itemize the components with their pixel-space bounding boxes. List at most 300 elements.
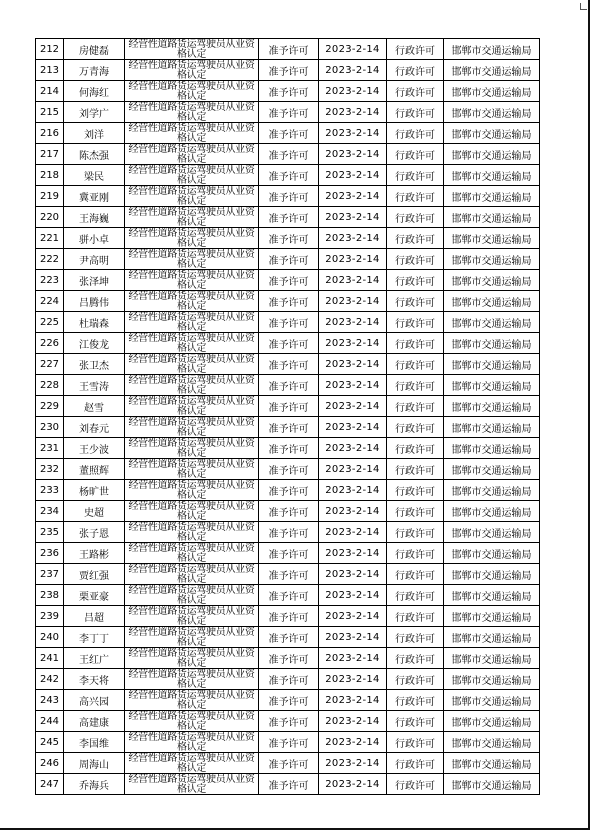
decision-result-cell (259, 459, 319, 480)
permit-type: 行政许可 (395, 402, 435, 414)
permit-project-cell (125, 564, 259, 585)
decision-result: 准予许可 (268, 108, 309, 120)
permit-type-cell (387, 60, 444, 81)
permit-project: 经营性道路货运驾驶员从业资格认定 (128, 39, 255, 59)
decision-date-cell (319, 207, 387, 228)
issuing-authority-cell (444, 81, 540, 102)
decision-result-cell (259, 333, 319, 354)
decision-result-cell (259, 732, 319, 753)
issuing-authority: 邯郸市交通运输局 (451, 738, 532, 750)
permit-type: 行政许可 (395, 87, 435, 99)
decision-date: 2023-2-14 (325, 589, 380, 601)
row-number-cell (36, 333, 64, 354)
decision-result-cell (259, 543, 319, 564)
permit-project-cell (125, 312, 259, 333)
decision-date: 2023-2-14 (325, 127, 380, 139)
person-name-cell (64, 249, 125, 270)
decision-date: 2023-2-14 (325, 694, 380, 706)
decision-date: 2023-2-14 (325, 400, 380, 412)
permit-project: 经营性道路货运驾驶员从业资格认定 (128, 81, 255, 101)
permit-project: 经营性道路货运驾驶员从业资格认定 (128, 543, 255, 563)
person-name: 高建康 (79, 717, 109, 729)
table-row (36, 417, 540, 438)
row-number: 216 (39, 127, 60, 139)
issuing-authority-cell (444, 438, 540, 459)
decision-result-cell (259, 501, 319, 522)
decision-date-cell (319, 312, 387, 333)
table-row (36, 81, 540, 102)
person-name: 李国维 (79, 738, 109, 750)
permit-project: 经营性道路货运驾驶员从业资格认定 (128, 417, 255, 437)
permit-type: 行政许可 (395, 570, 435, 582)
person-name-cell (64, 186, 125, 207)
table-row (36, 606, 540, 627)
permit-type: 行政许可 (395, 171, 435, 183)
row-number: 220 (39, 211, 60, 223)
decision-result-cell (259, 312, 319, 333)
row-number: 235 (39, 526, 60, 538)
issuing-authority-cell (444, 123, 540, 144)
decision-date-cell (319, 543, 387, 564)
permit-type-cell (387, 543, 444, 564)
issuing-authority: 邯郸市交通运输局 (451, 507, 532, 519)
permit-type: 行政许可 (395, 297, 435, 309)
decision-date: 2023-2-14 (325, 757, 380, 769)
decision-date-cell (319, 144, 387, 165)
row-number-cell (36, 627, 64, 648)
permit-project: 经营性道路货运驾驶员从业资格认定 (128, 312, 255, 332)
decision-date-cell (319, 501, 387, 522)
row-number: 244 (39, 715, 60, 727)
permit-type-cell (387, 774, 444, 795)
decision-result: 准予许可 (268, 423, 309, 435)
row-number-cell (36, 375, 64, 396)
issuing-authority: 邯郸市交通运输局 (451, 108, 532, 120)
decision-result: 准予许可 (268, 150, 309, 162)
row-number-cell (36, 669, 64, 690)
permit-type-cell (387, 312, 444, 333)
decision-date-cell (319, 39, 387, 60)
issuing-authority: 邯郸市交通运输局 (451, 717, 532, 729)
row-number-cell (36, 711, 64, 732)
decision-date-cell (319, 774, 387, 795)
decision-result: 准予许可 (268, 528, 309, 540)
permit-type: 行政许可 (395, 213, 435, 225)
decision-date: 2023-2-14 (325, 379, 380, 391)
person-name: 刘春元 (79, 423, 109, 435)
decision-date-cell (319, 606, 387, 627)
row-number: 218 (39, 169, 60, 181)
permit-project-cell (125, 543, 259, 564)
decision-result-cell (259, 564, 319, 585)
row-number-cell (36, 312, 64, 333)
person-name: 贾红强 (79, 570, 109, 582)
row-number: 225 (39, 316, 60, 328)
decision-date-cell (319, 711, 387, 732)
person-name: 王红广 (79, 654, 109, 666)
decision-date-cell (319, 669, 387, 690)
issuing-authority: 邯郸市交通运输局 (451, 465, 532, 477)
row-number: 212 (39, 43, 60, 55)
row-number-cell (36, 753, 64, 774)
permit-project-cell (125, 123, 259, 144)
decision-date-cell (319, 459, 387, 480)
decision-result: 准予许可 (268, 45, 309, 57)
person-name-cell (64, 207, 125, 228)
permit-type-cell (387, 102, 444, 123)
issuing-authority: 邯郸市交通运输局 (451, 612, 532, 624)
permit-type: 行政许可 (395, 591, 435, 603)
decision-date-cell (319, 480, 387, 501)
decision-date: 2023-2-14 (325, 232, 380, 244)
row-number-cell (36, 102, 64, 123)
person-name: 史超 (84, 507, 104, 519)
issuing-authority: 邯郸市交通运输局 (451, 297, 532, 309)
permit-type: 行政许可 (395, 192, 435, 204)
decision-result: 准予许可 (268, 696, 309, 708)
permit-project-cell (125, 354, 259, 375)
person-name-cell (64, 396, 125, 417)
issuing-authority: 邯郸市交通运输局 (451, 318, 532, 330)
decision-result: 准予许可 (268, 549, 309, 561)
permit-type-cell (387, 39, 444, 60)
issuing-authority-cell (444, 60, 540, 81)
row-number-cell (36, 291, 64, 312)
row-number: 226 (39, 337, 60, 349)
issuing-authority-cell (444, 207, 540, 228)
person-name-cell (64, 39, 125, 60)
permit-project-cell (125, 165, 259, 186)
permit-type: 行政许可 (395, 150, 435, 162)
permit-type: 行政许可 (395, 528, 435, 540)
decision-date: 2023-2-14 (325, 106, 380, 118)
permit-type-cell (387, 207, 444, 228)
permit-project-cell (125, 249, 259, 270)
decision-result: 准予许可 (268, 276, 309, 288)
issuing-authority-cell (444, 270, 540, 291)
row-number: 213 (39, 64, 60, 76)
permit-project: 经营性道路货运驾驶员从业资格认定 (128, 291, 255, 311)
row-number-cell (36, 438, 64, 459)
issuing-authority: 邯郸市交通运输局 (451, 528, 532, 540)
issuing-authority: 邯郸市交通运输局 (451, 360, 532, 372)
permit-type: 行政许可 (395, 465, 435, 477)
permit-project: 经营性道路货运驾驶员从业资格认定 (128, 249, 255, 269)
permit-project: 经营性道路货运驾驶员从业资格认定 (128, 396, 255, 416)
decision-date: 2023-2-14 (325, 337, 380, 349)
row-number: 232 (39, 463, 60, 475)
permit-type-cell (387, 459, 444, 480)
table-row (36, 270, 540, 291)
permit-project: 经营性道路货运驾驶员从业资格认定 (128, 480, 255, 500)
decision-date: 2023-2-14 (325, 442, 380, 454)
table-row (36, 396, 540, 417)
decision-date-cell (319, 123, 387, 144)
permit-type: 行政许可 (395, 45, 435, 57)
decision-result-cell (259, 585, 319, 606)
permit-project-cell (125, 291, 259, 312)
permit-type: 行政许可 (395, 129, 435, 141)
person-name-cell (64, 144, 125, 165)
decision-result-cell (259, 228, 319, 249)
decision-result-cell (259, 186, 319, 207)
row-number: 230 (39, 421, 60, 433)
issuing-authority-cell (444, 39, 540, 60)
table-row (36, 249, 540, 270)
permit-type: 行政许可 (395, 780, 435, 792)
row-number-cell (36, 60, 64, 81)
issuing-authority: 邯郸市交通运输局 (451, 45, 532, 57)
table-row (36, 123, 540, 144)
permit-project: 经营性道路货运驾驶员从业资格认定 (128, 690, 255, 710)
permit-project: 经营性道路货运驾驶员从业资格认定 (128, 60, 255, 80)
decision-date: 2023-2-14 (325, 631, 380, 643)
table-row (36, 753, 540, 774)
decision-result: 准予许可 (268, 612, 309, 624)
permit-project-cell (125, 711, 259, 732)
decision-date-cell (319, 81, 387, 102)
person-name-cell (64, 459, 125, 480)
permit-project: 经营性道路货运驾驶员从业资格认定 (128, 165, 255, 185)
decision-date: 2023-2-14 (325, 211, 380, 223)
person-name-cell (64, 501, 125, 522)
permit-project: 经营性道路货运驾驶员从业资格认定 (128, 375, 255, 395)
row-number-cell (36, 270, 64, 291)
issuing-authority-cell (444, 333, 540, 354)
person-name: 张子恩 (79, 528, 109, 540)
person-name: 吕超 (84, 612, 104, 624)
row-number-cell (36, 480, 64, 501)
decision-result: 准予许可 (268, 675, 309, 687)
permit-project: 经营性道路货运驾驶员从业资格认定 (128, 354, 255, 374)
issuing-authority: 邯郸市交通运输局 (451, 633, 532, 645)
person-name: 高兴园 (79, 696, 109, 708)
permit-type-cell (387, 291, 444, 312)
issuing-authority-cell (444, 585, 540, 606)
decision-date-cell (319, 270, 387, 291)
decision-date-cell (319, 690, 387, 711)
decision-date-cell (319, 753, 387, 774)
permit-type-cell (387, 627, 444, 648)
table-row (36, 438, 540, 459)
person-name: 周海山 (79, 759, 109, 771)
row-number-cell (36, 522, 64, 543)
decision-date: 2023-2-14 (325, 148, 380, 160)
permit-project-cell (125, 39, 259, 60)
issuing-authority: 邯郸市交通运输局 (451, 444, 532, 456)
person-name: 尹高明 (79, 255, 109, 267)
person-name: 梁民 (84, 171, 104, 183)
permit-project: 经营性道路货运驾驶员从业资格认定 (128, 732, 255, 752)
person-name-cell (64, 543, 125, 564)
permit-project-cell (125, 648, 259, 669)
permit-type: 行政许可 (395, 738, 435, 750)
row-number: 222 (39, 253, 60, 265)
permit-type: 行政许可 (395, 507, 435, 519)
person-name: 张泽坤 (79, 276, 109, 288)
row-number: 233 (39, 484, 60, 496)
decision-result-cell (259, 270, 319, 291)
decision-result: 准予许可 (268, 507, 309, 519)
row-number-cell (36, 165, 64, 186)
decision-result-cell (259, 123, 319, 144)
decision-result: 准予许可 (268, 129, 309, 141)
permit-type: 行政许可 (395, 654, 435, 666)
decision-date-cell (319, 354, 387, 375)
row-number-cell (36, 543, 64, 564)
person-name-cell (64, 60, 125, 81)
permit-type-cell (387, 501, 444, 522)
table-row (36, 60, 540, 81)
corner-crop-mark (580, 3, 587, 10)
row-number: 241 (39, 652, 60, 664)
permit-type: 行政许可 (395, 234, 435, 246)
issuing-authority: 邯郸市交通运输局 (451, 654, 532, 666)
person-name-cell (64, 312, 125, 333)
decision-result: 准予许可 (268, 738, 309, 750)
decision-result-cell (259, 375, 319, 396)
issuing-authority: 邯郸市交通运输局 (451, 402, 532, 414)
person-name: 刘洋 (84, 129, 104, 141)
row-number: 246 (39, 757, 60, 769)
decision-date-cell (319, 333, 387, 354)
row-number: 239 (39, 610, 60, 622)
row-number: 229 (39, 400, 60, 412)
person-name-cell (64, 438, 125, 459)
row-number: 237 (39, 568, 60, 580)
decision-result-cell (259, 354, 319, 375)
permit-type: 行政许可 (395, 633, 435, 645)
permit-type-cell (387, 144, 444, 165)
permit-project: 经营性道路货运驾驶员从业资格认定 (128, 459, 255, 479)
person-name-cell (64, 522, 125, 543)
decision-date: 2023-2-14 (325, 484, 380, 496)
issuing-authority-cell (444, 711, 540, 732)
person-name-cell (64, 711, 125, 732)
person-name: 吕腾伟 (79, 297, 109, 309)
person-name: 刘学广 (79, 108, 109, 120)
issuing-authority-cell (444, 417, 540, 438)
row-number: 217 (39, 148, 60, 160)
row-number-cell (36, 690, 64, 711)
permit-project-cell (125, 60, 259, 81)
permit-type-cell (387, 732, 444, 753)
person-name-cell (64, 690, 125, 711)
permit-type-cell (387, 522, 444, 543)
row-number-cell (36, 354, 64, 375)
table-row (36, 501, 540, 522)
table-row (36, 144, 540, 165)
table-row (36, 522, 540, 543)
person-name-cell (64, 669, 125, 690)
decision-date: 2023-2-14 (325, 274, 380, 286)
row-number: 227 (39, 358, 60, 370)
row-number: 236 (39, 547, 60, 559)
table-row (36, 459, 540, 480)
row-number-cell (36, 207, 64, 228)
issuing-authority-cell (444, 648, 540, 669)
decision-result-cell (259, 39, 319, 60)
permit-type-cell (387, 354, 444, 375)
issuing-authority-cell (444, 186, 540, 207)
person-name-cell (64, 375, 125, 396)
decision-date: 2023-2-14 (325, 295, 380, 307)
table-row (36, 375, 540, 396)
row-number: 243 (39, 694, 60, 706)
row-number-cell (36, 774, 64, 795)
person-name-cell (64, 291, 125, 312)
decision-result: 准予许可 (268, 255, 309, 267)
decision-result: 准予许可 (268, 654, 309, 666)
row-number-cell (36, 39, 64, 60)
row-number-cell (36, 249, 64, 270)
person-name-cell (64, 564, 125, 585)
issuing-authority: 邯郸市交通运输局 (451, 675, 532, 687)
table-row (36, 690, 540, 711)
table-row (36, 669, 540, 690)
permit-table (35, 38, 540, 795)
row-number: 245 (39, 736, 60, 748)
row-number: 219 (39, 190, 60, 202)
permit-project-cell (125, 606, 259, 627)
permit-table-body (36, 39, 540, 795)
issuing-authority-cell (444, 606, 540, 627)
decision-date: 2023-2-14 (325, 421, 380, 433)
decision-date: 2023-2-14 (325, 85, 380, 97)
decision-result: 准予许可 (268, 171, 309, 183)
decision-result-cell (259, 648, 319, 669)
issuing-authority-cell (444, 228, 540, 249)
permit-type-cell (387, 438, 444, 459)
issuing-authority-cell (444, 501, 540, 522)
issuing-authority: 邯郸市交通运输局 (451, 255, 532, 267)
row-number-cell (36, 186, 64, 207)
row-number-cell (36, 123, 64, 144)
row-number: 224 (39, 295, 60, 307)
person-name: 江俊龙 (79, 339, 109, 351)
issuing-authority-cell (444, 165, 540, 186)
decision-result-cell (259, 669, 319, 690)
permit-project: 经营性道路货运驾驶员从业资格认定 (128, 627, 255, 647)
decision-result: 准予许可 (268, 318, 309, 330)
permit-project: 经营性道路货运驾驶员从业资格认定 (128, 648, 255, 668)
decision-result-cell (259, 207, 319, 228)
row-number-cell (36, 459, 64, 480)
permit-project-cell (125, 81, 259, 102)
decision-result-cell (259, 291, 319, 312)
permit-type-cell (387, 186, 444, 207)
decision-result-cell (259, 396, 319, 417)
table-row (36, 627, 540, 648)
decision-result: 准予许可 (268, 591, 309, 603)
issuing-authority-cell (444, 753, 540, 774)
permit-type-cell (387, 81, 444, 102)
permit-type: 行政许可 (395, 276, 435, 288)
permit-project: 经营性道路货运驾驶员从业资格认定 (128, 669, 255, 689)
permit-project-cell (125, 732, 259, 753)
permit-project-cell (125, 753, 259, 774)
decision-result: 准予许可 (268, 570, 309, 582)
issuing-authority: 邯郸市交通运输局 (451, 150, 532, 162)
decision-result-cell (259, 627, 319, 648)
decision-date: 2023-2-14 (325, 652, 380, 664)
decision-result: 准予许可 (268, 297, 309, 309)
decision-date-cell (319, 249, 387, 270)
person-name-cell (64, 417, 125, 438)
decision-date-cell (319, 228, 387, 249)
permit-type: 行政许可 (395, 696, 435, 708)
decision-date-cell (319, 648, 387, 669)
